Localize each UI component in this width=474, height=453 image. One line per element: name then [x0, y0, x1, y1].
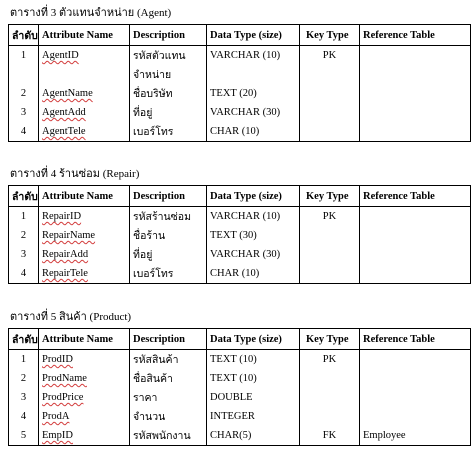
row-no: 4: [9, 122, 39, 142]
description: รหัสตัวแทน: [130, 46, 207, 66]
row-no: 5: [9, 426, 39, 446]
attribute-name: ProdName: [42, 373, 87, 384]
reference-table: [360, 84, 471, 103]
product-table-section: [8, 311, 470, 446]
table-row: [9, 65, 471, 84]
row-no: [9, 65, 39, 84]
header-attribute-name: Attribute Name: [39, 329, 130, 350]
data-type: TEXT (30): [207, 226, 300, 245]
data-type: CHAR (10): [207, 122, 300, 142]
attribute-name: ProdID: [42, 354, 73, 365]
header-key-type: Key Type: [300, 25, 360, 46]
data-type: TEXT (20): [207, 84, 300, 103]
header-no: ลำดับ: [9, 25, 39, 46]
description: จำนวน: [130, 407, 207, 426]
row-no: 2: [9, 226, 39, 245]
agent-table-section: [8, 7, 470, 142]
table-row: [9, 369, 471, 388]
reference-table: Employee: [360, 426, 471, 446]
attribute-name: RepairName: [42, 230, 96, 241]
header-row: [9, 329, 471, 350]
row-no: 4: [9, 407, 39, 426]
header-row: [9, 186, 471, 207]
table-row: [9, 207, 471, 227]
description: รหัสร้านซ่อม: [130, 207, 207, 227]
header-reference-table: Reference Table: [360, 329, 471, 350]
key-type: [300, 245, 360, 264]
description: รหัสพนักงาน: [130, 426, 207, 446]
data-type: TEXT (10): [207, 369, 300, 388]
header-reference-table: Reference Table: [360, 186, 471, 207]
row-no: 3: [9, 103, 39, 122]
table-row: [9, 103, 471, 122]
key-type: PK: [300, 46, 360, 66]
key-type: [300, 65, 360, 84]
key-type: [300, 388, 360, 407]
header-attribute-name: Attribute Name: [39, 186, 130, 207]
header-row: [9, 25, 471, 46]
table-row: [9, 84, 471, 103]
table-row: [9, 46, 471, 66]
agent-table-caption: ตารางที่ 3 ตัวแทนจำหน่าย (Agent): [10, 7, 172, 19]
key-type: [300, 369, 360, 388]
row-no: 1: [9, 350, 39, 370]
table-row: [9, 388, 471, 407]
row-no: 4: [9, 264, 39, 284]
header-description: Description: [130, 329, 207, 350]
attribute-name: EmpID: [42, 430, 73, 441]
reference-table: [360, 46, 471, 66]
attribute-name: AgentAdd: [42, 107, 86, 118]
key-type: [300, 407, 360, 426]
description: ชื่อร้าน: [130, 226, 207, 245]
row-no: 3: [9, 388, 39, 407]
row-no: 2: [9, 369, 39, 388]
attribute-name: [39, 65, 130, 84]
table-row: [9, 245, 471, 264]
reference-table: [360, 264, 471, 284]
reference-table: [360, 407, 471, 426]
reference-table: [360, 226, 471, 245]
description: ชื่อบริษัท: [130, 84, 207, 103]
data-type: TEXT (10): [207, 350, 300, 370]
row-no: 1: [9, 207, 39, 227]
data-type: VARCHAR (10): [207, 46, 300, 66]
table-row: [9, 264, 471, 284]
row-no: 2: [9, 84, 39, 103]
attribute-name: AgentTele: [42, 126, 86, 137]
table-row: [9, 122, 471, 142]
description: ราคา: [130, 388, 207, 407]
reference-table: [360, 369, 471, 388]
key-type: [300, 122, 360, 142]
data-type: [207, 65, 300, 84]
reference-table: [360, 103, 471, 122]
key-type: [300, 84, 360, 103]
header-data-type: Data Type (size): [207, 25, 300, 46]
attribute-name: ProdPrice: [42, 392, 84, 403]
reference-table: [360, 122, 471, 142]
table-row: [9, 226, 471, 245]
data-type: CHAR (10): [207, 264, 300, 284]
header-attribute-name: Attribute Name: [39, 25, 130, 46]
description: เบอร์โทร: [130, 264, 207, 284]
key-type: [300, 226, 360, 245]
attribute-name: RepairTele: [42, 268, 88, 279]
header-data-type: Data Type (size): [207, 186, 300, 207]
data-type: VARCHAR (30): [207, 245, 300, 264]
description: ที่อยู่: [130, 103, 207, 122]
row-no: 3: [9, 245, 39, 264]
header-reference-table: Reference Table: [360, 25, 471, 46]
attribute-name: ProdA: [42, 411, 70, 422]
reference-table: [360, 207, 471, 227]
description: ชื่อสินค้า: [130, 369, 207, 388]
key-type: PK: [300, 350, 360, 370]
key-type: [300, 103, 360, 122]
description: รหัสสินค้า: [130, 350, 207, 370]
repair-table-caption: ตารางที่ 4 ร้านซ่อม (Repair): [10, 168, 140, 180]
data-type: VARCHAR (30): [207, 103, 300, 122]
header-data-type: Data Type (size): [207, 329, 300, 350]
header-no: ลำดับ: [9, 186, 39, 207]
product-table: [8, 328, 471, 446]
header-key-type: Key Type: [300, 329, 360, 350]
product-table-caption: ตารางที่ 5 สินค้า (Product): [10, 311, 132, 323]
table-row: [9, 407, 471, 426]
header-no: ลำดับ: [9, 329, 39, 350]
key-type: FK: [300, 426, 360, 446]
description: จำหน่าย: [130, 65, 207, 84]
attribute-name: AgentName: [42, 88, 93, 99]
description: ที่อยู่: [130, 245, 207, 264]
table-row: [9, 350, 471, 370]
data-type: VARCHAR (10): [207, 207, 300, 227]
repair-table: [8, 185, 471, 284]
reference-table: [360, 388, 471, 407]
data-type: DOUBLE: [207, 388, 300, 407]
table-row: [9, 426, 471, 446]
attribute-name: AgentID: [42, 50, 79, 61]
key-type: PK: [300, 207, 360, 227]
description: เบอร์โทร: [130, 122, 207, 142]
key-type: [300, 264, 360, 284]
reference-table: [360, 350, 471, 370]
attribute-name: RepairAdd: [42, 249, 89, 260]
header-description: Description: [130, 25, 207, 46]
agent-table: [8, 24, 471, 142]
header-key-type: Key Type: [300, 186, 360, 207]
data-type: CHAR(5): [207, 426, 300, 446]
attribute-name: RepairID: [42, 211, 82, 222]
data-type: INTEGER: [207, 407, 300, 426]
row-no: 1: [9, 46, 39, 66]
reference-table: [360, 65, 471, 84]
repair-table-section: [8, 168, 470, 284]
header-description: Description: [130, 186, 207, 207]
reference-table: [360, 245, 471, 264]
